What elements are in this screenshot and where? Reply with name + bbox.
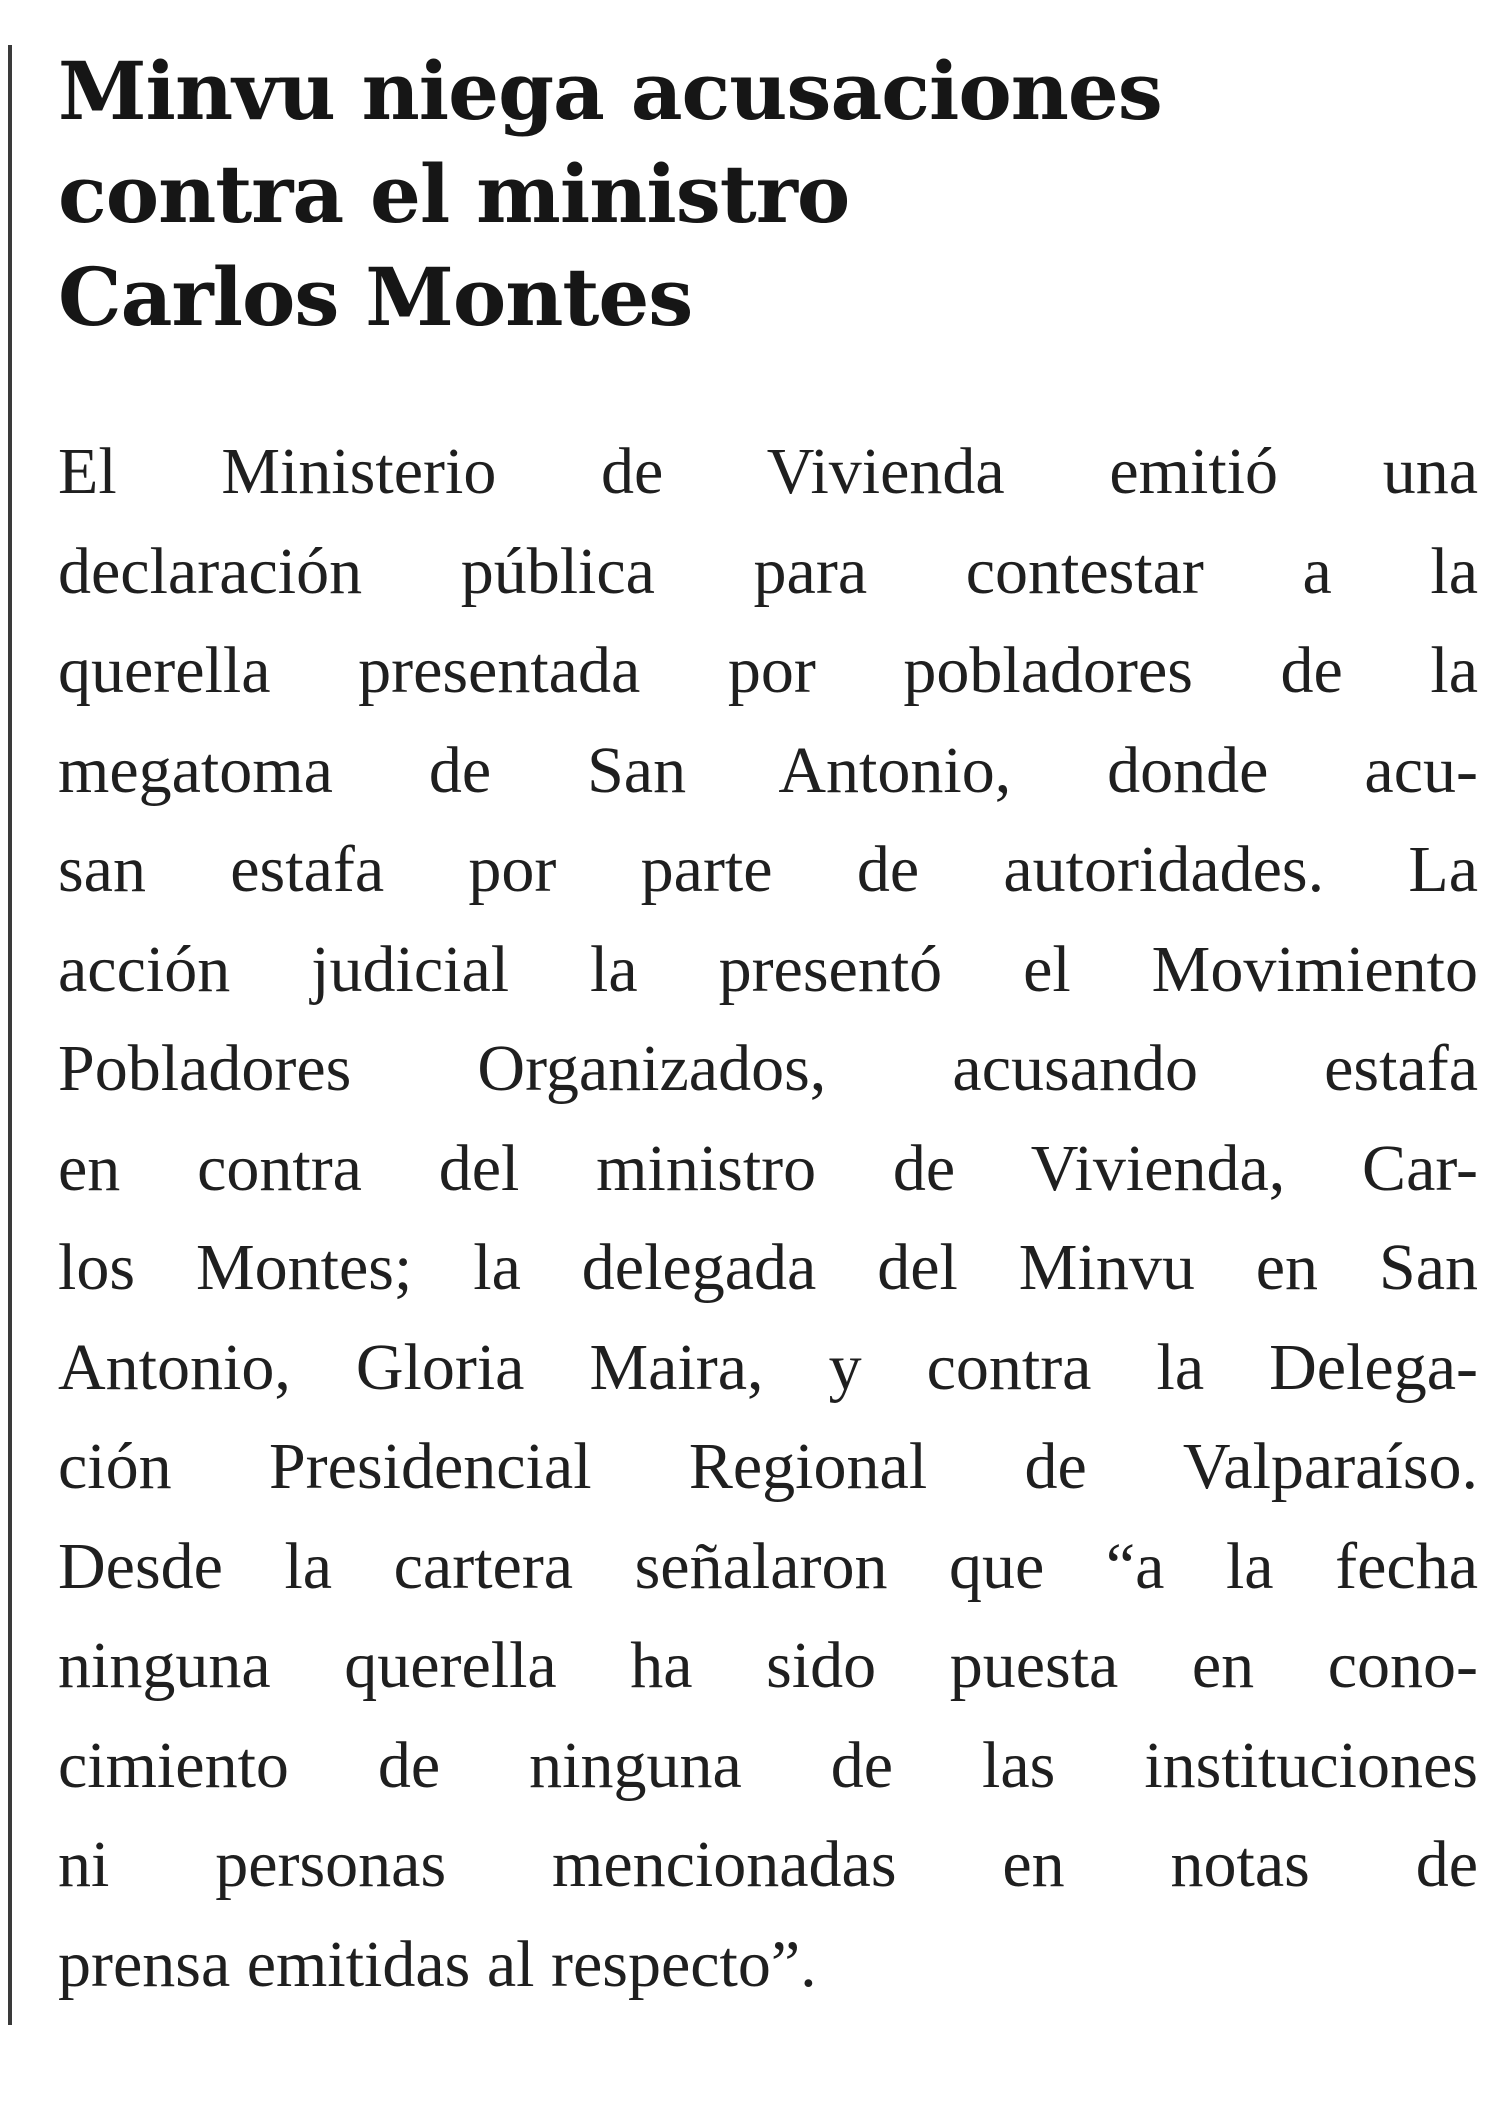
headline-line: Carlos Montes bbox=[58, 250, 693, 344]
body-line: san estafa por parte de autoridades. La bbox=[58, 833, 1478, 906]
body-line: Pobladores Organizados, acusando estafa bbox=[58, 1032, 1478, 1105]
article-body bbox=[58, 422, 1478, 2014]
body-line: ción Presidencial Regional de Valparaíso. bbox=[58, 1430, 1478, 1503]
headline-line: contra el ministro bbox=[58, 147, 850, 241]
news-article bbox=[58, 40, 1478, 2014]
headline bbox=[58, 40, 1478, 349]
body-line: Desde la cartera señalaron que “a la fecha bbox=[58, 1529, 1478, 1603]
headline-line: Minvu niega acusaciones bbox=[58, 44, 1162, 138]
body-line: los Montes; la delegada del Minvu en San bbox=[58, 1231, 1478, 1304]
body-line: prensa emitidas al respecto”. bbox=[58, 1927, 817, 2001]
body-line: El Ministerio de Vivienda emitió una bbox=[58, 435, 1478, 508]
body-line: ninguna querella ha sido puesta en cono- bbox=[58, 1629, 1478, 1702]
column-rule bbox=[8, 45, 12, 2025]
body-line: declaración pública para contestar a la bbox=[58, 534, 1478, 608]
body-line: Antonio, Gloria Maira, y contra la Delega- bbox=[58, 1330, 1478, 1404]
body-line: ni personas mencionadas en notas de bbox=[58, 1828, 1478, 1901]
body-line: acción judicial la presentó el Movimiento bbox=[58, 932, 1478, 1006]
body-line: cimiento de ninguna de las instituciones bbox=[58, 1728, 1478, 1802]
body-line: megatoma de San Antonio, donde acu- bbox=[58, 733, 1478, 807]
body-line: querella presentada por pobladores de la bbox=[58, 634, 1478, 707]
body-line: en contra del ministro de Vivienda, Car- bbox=[58, 1131, 1478, 1205]
